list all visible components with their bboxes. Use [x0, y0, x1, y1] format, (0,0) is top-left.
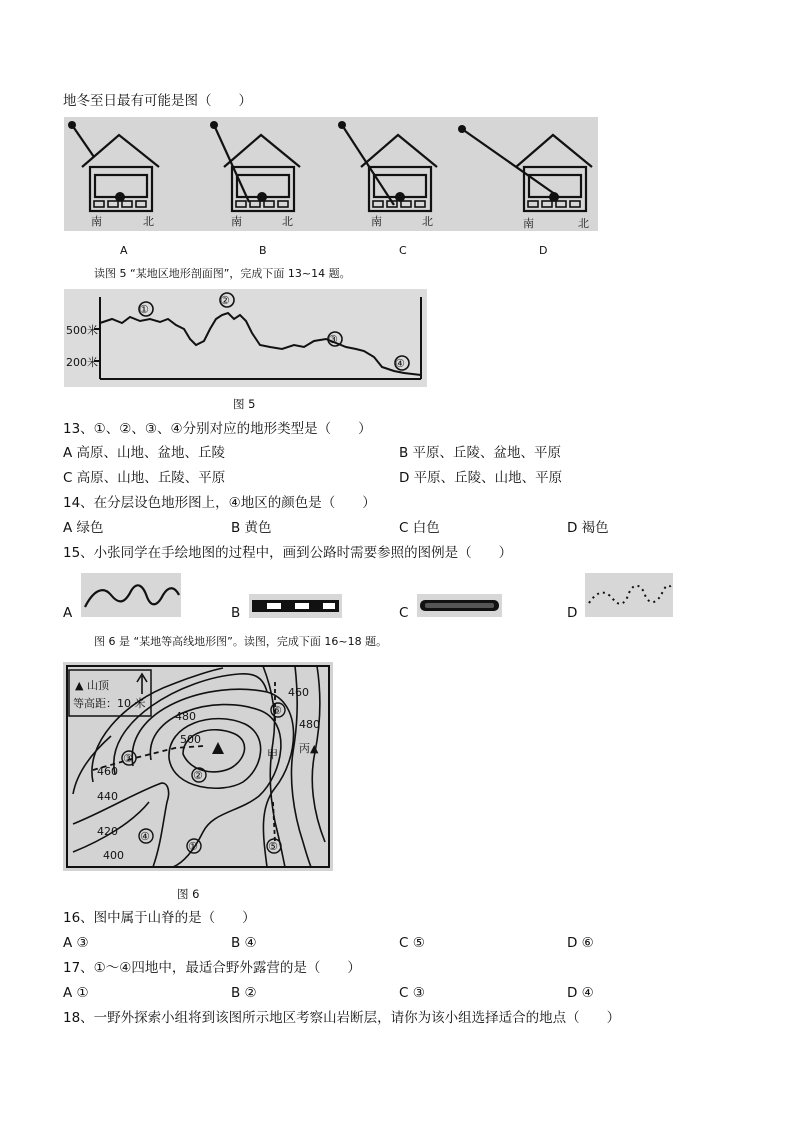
- q17-option-b: B ②: [231, 985, 257, 1001]
- q16-option-d: D ⑥: [567, 935, 594, 951]
- fig6-contour-460-top: 460: [288, 686, 309, 699]
- north-label-b: 北: [282, 215, 293, 228]
- q14-option-a: A 绿色: [63, 520, 104, 536]
- fig6-place-1: ①: [188, 840, 198, 853]
- q14-stem: 14、在分层设色地形图上，④地区的颜色是（ ）: [63, 495, 376, 511]
- south-label-b: 南: [231, 215, 242, 228]
- fig6-contour-400: 400: [103, 849, 124, 862]
- fig6-legend-interval: 等高距：10 米: [73, 697, 146, 710]
- north-label-c: 北: [422, 215, 433, 228]
- fig6-place-2: ②: [193, 769, 203, 782]
- house-sunlight-figure: [64, 117, 598, 231]
- fig6-contour-480-left: 480: [175, 710, 196, 723]
- fig6-place-4: ④: [140, 830, 150, 843]
- fig6-legend-peak: ▲ 山顶: [75, 679, 109, 692]
- fig6-intro: 图 6 是 “某地等高线地形图”。读图，完成下面 16~18 题。: [94, 635, 388, 648]
- south-label-c: 南: [371, 215, 382, 228]
- fig5-y-label-200: 200米: [66, 356, 98, 369]
- fig6-place-3: ③: [123, 752, 133, 765]
- q13-stem: 13、①、②、③、④分别对应的地形类型是（ ）: [63, 421, 372, 437]
- q17-option-d: D ④: [567, 985, 594, 1001]
- q16-option-a: A ③: [63, 935, 89, 951]
- legend-option-b-railway: [249, 594, 342, 618]
- q14-option-d: D 褐色: [567, 520, 609, 536]
- south-label-a: 南: [91, 215, 102, 228]
- q13-option-d: D 平原、丘陵、山地、平原: [399, 470, 563, 486]
- fig6-contour-500: 500: [180, 733, 201, 746]
- q15-option-b-label: B: [231, 605, 241, 621]
- house-option-a: A: [120, 244, 128, 257]
- q14-option-c: C 白色: [399, 520, 440, 536]
- contour-map-figure: [63, 662, 333, 871]
- q17-option-c: C ③: [399, 985, 425, 1001]
- fig5-intro: 读图 5 “某地区地形剖面图”，完成下面 13~14 题。: [94, 267, 351, 280]
- north-label-a: 北: [143, 215, 154, 228]
- fig5-marker-2: ②: [220, 294, 230, 307]
- q13-option-b: B 平原、丘陵、盆地、平原: [399, 445, 562, 461]
- fig6-contour-480-right: 480: [299, 718, 320, 731]
- q17-option-a: A ①: [63, 985, 89, 1001]
- fig6-place-5: ⑤: [268, 840, 278, 853]
- q13-option-a: A 高原、山地、盆地、丘陵: [63, 445, 226, 461]
- q15-option-d-label: D: [567, 605, 578, 621]
- south-label-d: 南: [523, 217, 534, 230]
- q15-option-a-label: A: [63, 605, 73, 621]
- q12-stem-tail: 地冬至日最有可能是图（ ）: [63, 93, 252, 109]
- fig5-marker-3: ③: [328, 333, 338, 346]
- north-label-d: 北: [578, 217, 589, 230]
- legend-option-c-road-thick: [417, 594, 502, 617]
- q18-stem: 18、一野外探索小组将到该图所示地区考察山岩断层，请你为该小组选择适合的地点（ ）: [63, 1010, 621, 1026]
- fig6-caption: 图 6: [177, 887, 200, 901]
- house-option-c: C: [399, 244, 407, 257]
- fig5-caption: 图 5: [233, 397, 256, 411]
- fig6-place-6: ⑥: [272, 704, 282, 717]
- fig5-y-label-500: 500米: [66, 324, 98, 337]
- fig5-marker-1: ①: [139, 303, 149, 316]
- q16-option-b: B ④: [231, 935, 257, 951]
- house-option-d: D: [539, 244, 548, 257]
- q17-stem: 17、①～④四地中，最适合野外露营的是（ ）: [63, 960, 361, 976]
- q13-option-c: C 高原、山地、丘陵、平原: [63, 470, 226, 486]
- fig6-place-bing: 丙▲: [299, 742, 319, 755]
- terrain-profile-figure: [64, 289, 427, 387]
- q16-stem: 16、图中属于山脊的是（ ）: [63, 910, 256, 926]
- q16-option-c: C ⑤: [399, 935, 425, 951]
- fig6-contour-440: 440: [97, 790, 118, 803]
- fig6-contour-460-left: 460: [97, 765, 118, 778]
- legend-option-d-border-dotted: [585, 573, 673, 617]
- legend-option-a-road-wavy: [81, 573, 181, 617]
- terrain-profile-drawing: [64, 289, 427, 387]
- q15-stem: 15、小张同学在手绘地图的过程中，画到公路时需要参照的图例是（ ）: [63, 545, 513, 561]
- q14-option-b: B 黄色: [231, 520, 272, 536]
- fig5-marker-4: ④: [395, 357, 405, 370]
- fig6-place-jia: 甲: [267, 748, 278, 761]
- house-option-b: B: [259, 244, 267, 257]
- q15-option-c-label: C: [399, 605, 409, 621]
- fig6-contour-420: 420: [97, 825, 118, 838]
